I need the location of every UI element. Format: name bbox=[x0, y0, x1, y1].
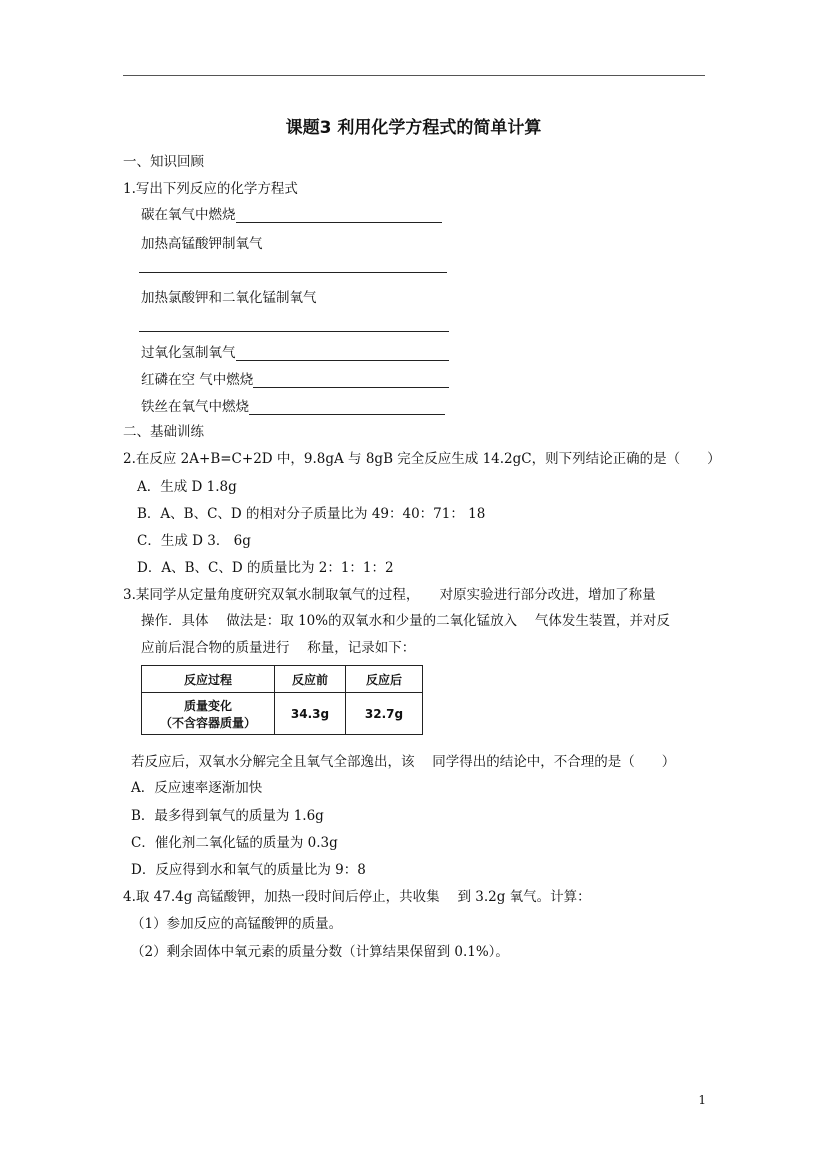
page-title: 课题3 利用化学方程式的简单计算 bbox=[285, 118, 542, 138]
table-header: 反应前 bbox=[275, 666, 346, 693]
q1-item: 铁丝在氧气中燃烧 bbox=[141, 395, 445, 415]
q3-option: A．反应速率逐渐加快 bbox=[131, 780, 263, 796]
table-header: 反应过程 bbox=[142, 666, 275, 693]
q1-item: 碳在氧气中燃烧 bbox=[141, 203, 442, 223]
q3-option: D．反应得到水和氧气的质量比为 9：8 bbox=[131, 862, 366, 878]
q1-item: 加热氯酸钾和二氧化锰制氧气 bbox=[141, 290, 317, 306]
answer-blank[interactable] bbox=[236, 346, 449, 361]
q2-option: B．A、B、C、D 的相对分子质量比为 49：40：71： 18 bbox=[137, 506, 486, 522]
q1-item: 过氧化氢制氧气 bbox=[141, 341, 449, 361]
question-3-stem-line: 3.某同学从定量角度研究双氧水制取氧气的过程， 对原实验进行部分改进，增加了称量 bbox=[123, 587, 656, 603]
table-cell-before: 34.3g bbox=[275, 693, 346, 735]
q2-option: D．A、B、C、D 的质量比为 2：1：1：2 bbox=[137, 560, 394, 576]
question-3-stem-line: 应前后混合物的质量进行 称量，记录如下： bbox=[141, 640, 416, 656]
answer-blank[interactable] bbox=[236, 208, 442, 223]
question-3-stem-line: 操作．具体 做法是：取 10%的双氧水和少量的二氧化锰放入 气体发生装置，并对反 bbox=[141, 613, 670, 629]
q4-part: （2）剩余固体中氧元素的质量分数（计算结果保留到 0.1%）。 bbox=[131, 944, 509, 960]
question-3-question: 若反应后，双氧水分解完全且氧气全部逸出，该 同学得出的结论中，不合理的是（ ） bbox=[131, 754, 676, 770]
q2-option: A．生成 D 1.8g bbox=[137, 479, 237, 495]
section-heading-basic: 二、基础训练 bbox=[123, 424, 204, 440]
answer-blank[interactable] bbox=[139, 331, 449, 332]
question-4-stem: 4.取 47.4g 高锰酸钾，加热一段时间后停止，共收集 到 3.2g 氧气。计算： bbox=[123, 889, 591, 905]
q3-option: C．催化剂二氧化锰的质量为 0.3g bbox=[131, 835, 338, 851]
q1-item: 红磷在空 气中燃烧 bbox=[141, 368, 449, 388]
answer-blank[interactable] bbox=[249, 400, 445, 415]
q4-part: （1）参加反应的高锰酸钾的质量。 bbox=[131, 916, 343, 932]
page-number: 1 bbox=[698, 1093, 706, 1107]
question-2-stem: 2.在反应 2A+B=C+2D 中，9.8gA 与 8gB 完全反应生成 14.2gC，则下列结论正确的是（ ） bbox=[123, 451, 721, 467]
answer-blank[interactable] bbox=[139, 272, 447, 273]
table-header: 反应后 bbox=[346, 666, 423, 693]
table-row-label: 质量变化 （不含容器质量） bbox=[142, 693, 275, 735]
table-cell-after: 32.7g bbox=[346, 693, 423, 735]
section-heading-review: 一、知识回顾 bbox=[123, 154, 204, 170]
q2-option: C．生成 D 3． 6g bbox=[137, 533, 251, 549]
question-1-stem: 1.写出下列反应的化学方程式 bbox=[123, 181, 298, 197]
answer-blank[interactable] bbox=[253, 373, 449, 388]
record-table bbox=[141, 665, 423, 735]
q1-item: 加热高锰酸钾制氧气 bbox=[141, 236, 263, 252]
q3-option: B．最多得到氧气的质量为 1.6g bbox=[131, 808, 324, 824]
header-rule bbox=[123, 75, 705, 76]
